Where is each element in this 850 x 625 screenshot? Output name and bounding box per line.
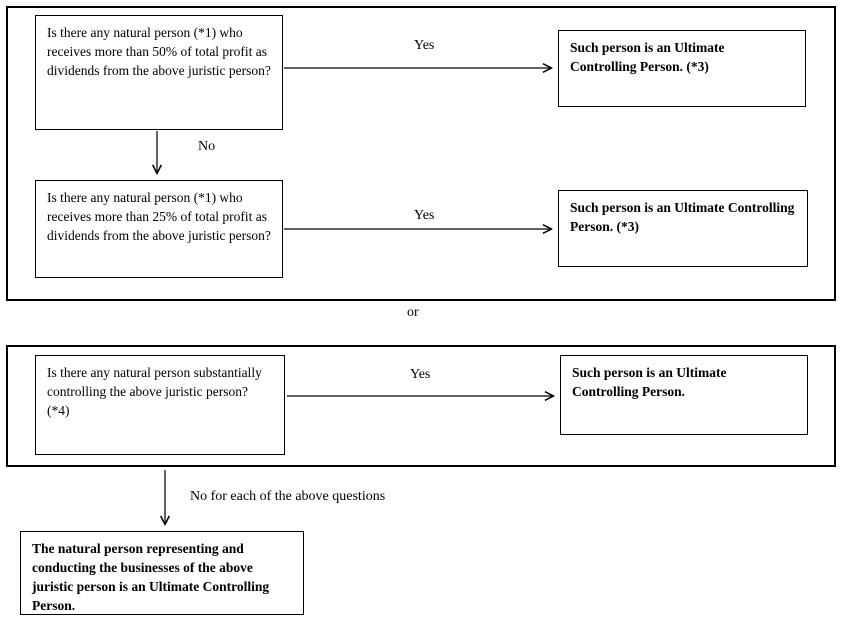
final-result-box: The natural person representing and conducting the businesses of the above juristic person is an Ultimate Controlling Person. xyxy=(20,531,304,615)
label-no: No xyxy=(198,139,216,154)
label-yes-control: Yes xyxy=(410,367,431,382)
label-no-for-each: No for each of the above questions xyxy=(190,489,386,504)
label-or: or xyxy=(407,305,419,320)
label-yes-50: Yes xyxy=(414,38,435,53)
label-yes-25: Yes xyxy=(414,208,435,223)
result-control-box: Such person is an Ultimate Controlling Person. xyxy=(560,355,808,435)
question-control-box: Is there any natural person substantially controlling the above juristic person? (*4) xyxy=(35,355,285,455)
question-50-percent-box: Is there any natural person (*1) who receives more than 50% of total profit as dividends from the above juristic person? xyxy=(35,15,283,130)
question-25-percent-box: Is there any natural person (*1) who receives more than 25% of total profit as dividends from the above juristic person? xyxy=(35,180,283,278)
result-25-percent-box: Such person is an Ultimate Controlling Person. (*3) xyxy=(558,190,808,267)
result-50-percent-box: Such person is an Ultimate Controlling Person. (*3) xyxy=(558,30,806,107)
